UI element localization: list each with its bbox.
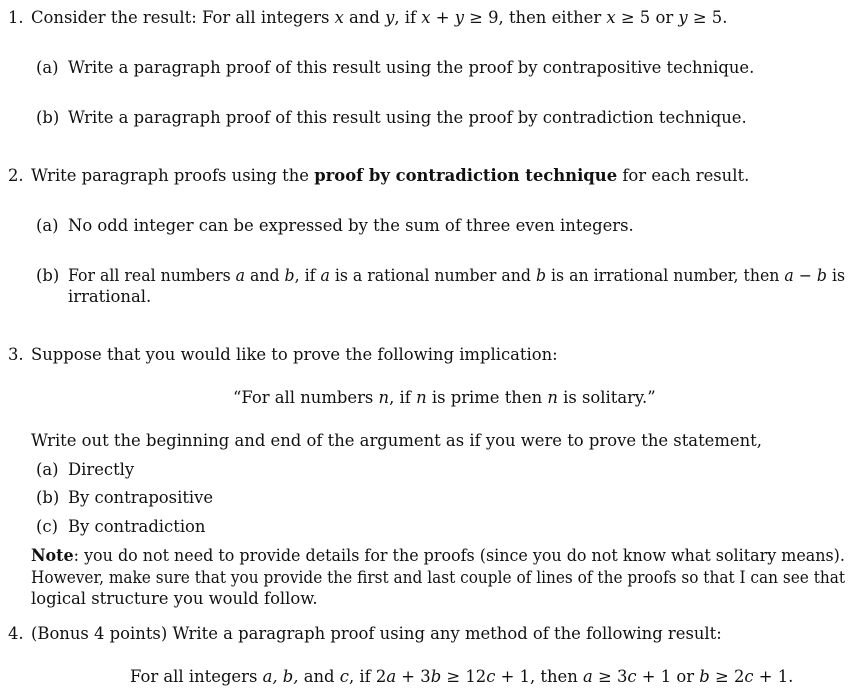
subpart-text-continued: irrational. bbox=[68, 287, 152, 306]
note-text-continued: logical structure you would follow. bbox=[31, 589, 318, 608]
subpart-text: For all real numbers a and b, if a is a rational number and b is an irrational number, then a − b is bbox=[68, 266, 846, 285]
note-text-continued: However, make sure that you provide the first and last couple of lines of the proofs so that I can see that bbox=[31, 568, 846, 587]
quoted-statement: “For all numbers n, if n is prime then n is solitary.” bbox=[233, 388, 656, 407]
note-label: Note bbox=[31, 546, 74, 565]
subpart-text: Directly bbox=[68, 460, 135, 479]
emphasis-text: proof by contradiction technique bbox=[314, 166, 618, 185]
subpart-label: (b) bbox=[36, 108, 60, 127]
subpart-label: (a) bbox=[36, 58, 59, 77]
subpart-text: Write a paragraph proof of this result using the proof by contradiction technique. bbox=[68, 108, 747, 127]
subpart-text: No odd integer can be expressed by the sum of three even integers. bbox=[68, 216, 634, 235]
subpart-text: Write a paragraph proof of this result using the proof by contrapositive technique. bbox=[68, 58, 755, 77]
subpart-label: (a) bbox=[36, 216, 59, 235]
subpart-text: By contrapositive bbox=[68, 488, 214, 507]
subpart-label: (a) bbox=[36, 460, 59, 479]
question-text: Consider the result: For all integers x and y, if x + y ≥ 9, then either x ≥ 5 or y ≥ 5. bbox=[31, 8, 728, 27]
question-number: 4. bbox=[8, 624, 24, 643]
note-text: Note: you do not need to provide details for the proofs (since you do not know what solitary means). bbox=[31, 546, 845, 565]
question-number: 1. bbox=[8, 8, 24, 27]
bonus-statement: For all integers a, b, and c, if 2a + 3b ≥ 12c + 1, then a ≥ 3c + 1 or b ≥ 2c + 1. bbox=[130, 667, 794, 686]
subpart-label: (b) bbox=[36, 488, 60, 507]
question-text: Suppose that you would like to prove the following implication: bbox=[31, 345, 558, 364]
instruction-text: Write out the beginning and end of the argument as if you were to prove the statement, bbox=[31, 431, 762, 450]
subpart-text: By contradiction bbox=[68, 517, 206, 536]
subpart-label: (c) bbox=[36, 517, 58, 536]
question-text: (Bonus 4 points) Write a paragraph proof using any method of the following result: bbox=[31, 624, 722, 643]
question-number: 2. bbox=[8, 166, 24, 185]
question-text: Write paragraph proofs using the proof by contradiction technique for each result. bbox=[31, 166, 750, 185]
question-number: 3. bbox=[8, 345, 24, 364]
subpart-label: (b) bbox=[36, 266, 60, 285]
